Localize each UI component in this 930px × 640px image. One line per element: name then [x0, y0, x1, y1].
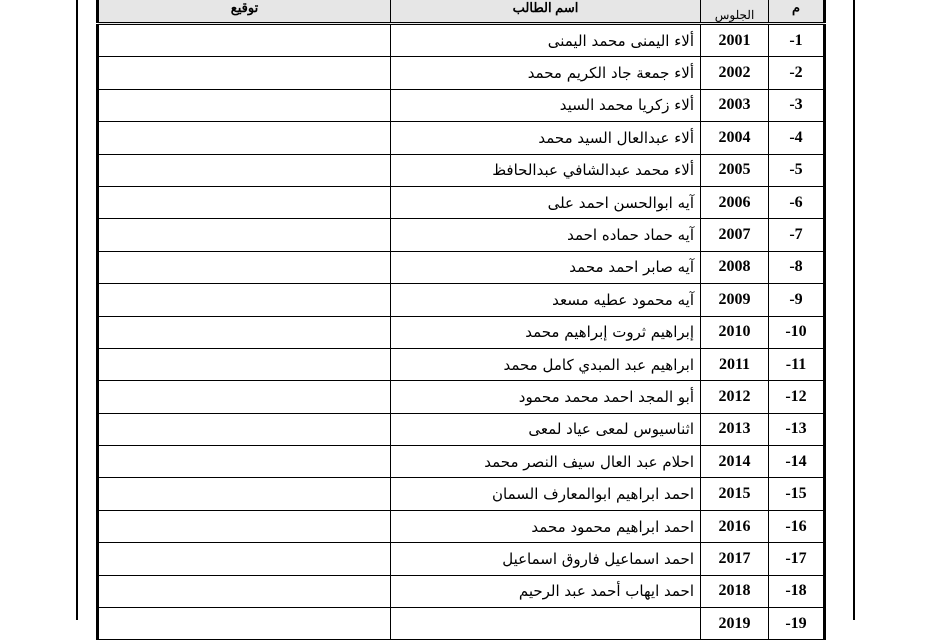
- table-row: [98, 316, 825, 348]
- row-number: -17: [769, 543, 825, 575]
- table-row: [98, 57, 825, 89]
- page-border-left: [76, 0, 78, 620]
- signature-cell: [98, 413, 391, 445]
- seat-number: 2011: [701, 348, 769, 380]
- signature-cell: [98, 316, 391, 348]
- table-row: [98, 24, 825, 57]
- signature-cell: [98, 219, 391, 251]
- student-name: احمد ابراهيم محمود محمد: [391, 510, 701, 542]
- row-number: -10: [769, 316, 825, 348]
- seat-number: 2002: [701, 57, 769, 89]
- header-row: [98, 0, 825, 24]
- student-name: احمد اسماعيل فاروق اسماعيل: [391, 543, 701, 575]
- table-row: [98, 608, 825, 640]
- table-row: [98, 186, 825, 218]
- table-row: [98, 89, 825, 121]
- table-row: [98, 543, 825, 575]
- row-number: -15: [769, 478, 825, 510]
- student-name: احمد ايهاب أحمد عبد الرحيم: [391, 575, 701, 607]
- student-name: ألاء جمعة جاد الكريم محمد: [391, 57, 701, 89]
- page-border-right: [853, 0, 855, 620]
- table-row: [98, 510, 825, 542]
- row-number: -13: [769, 413, 825, 445]
- row-number: -6: [769, 186, 825, 218]
- signature-cell: [98, 348, 391, 380]
- seat-number: 2019: [701, 608, 769, 640]
- student-name: آيه ابوالحسن احمد على: [391, 186, 701, 218]
- signature-cell: [98, 608, 391, 640]
- table-row: [98, 251, 825, 283]
- student-name: أبو المجد احمد محمد محمود: [391, 381, 701, 413]
- student-name: ألاء عبدالعال السيد محمد: [391, 122, 701, 154]
- row-number: -16: [769, 510, 825, 542]
- signature-cell: [98, 575, 391, 607]
- student-list: [96, 0, 826, 632]
- table-row: [98, 219, 825, 251]
- signature-cell: [98, 24, 391, 57]
- row-number: -7: [769, 219, 825, 251]
- row-number: -3: [769, 89, 825, 121]
- row-number: -2: [769, 57, 825, 89]
- seat-number: 2009: [701, 284, 769, 316]
- seat-number: 2003: [701, 89, 769, 121]
- signature-cell: [98, 154, 391, 186]
- signature-cell: [98, 251, 391, 283]
- student-name: [391, 608, 701, 640]
- table-row: [98, 446, 825, 478]
- signature-cell: [98, 543, 391, 575]
- table-row: [98, 122, 825, 154]
- signature-cell: [98, 510, 391, 542]
- student-name: ألاء زكريا محمد السيد: [391, 89, 701, 121]
- student-name: اثناسيوس لمعى عياد لمعى: [391, 413, 701, 445]
- student-name: ألاء اليمنى محمد اليمنى: [391, 24, 701, 57]
- seat-number: 2004: [701, 122, 769, 154]
- header-number: م: [769, 0, 825, 24]
- table-row: [98, 478, 825, 510]
- student-name: إبراهيم ثروت إبراهيم محمد: [391, 316, 701, 348]
- seat-number: 2018: [701, 575, 769, 607]
- table-row: [98, 348, 825, 380]
- signature-cell: [98, 186, 391, 218]
- seat-number: 2012: [701, 381, 769, 413]
- seat-number: 2010: [701, 316, 769, 348]
- signature-cell: [98, 122, 391, 154]
- seat-number: 2016: [701, 510, 769, 542]
- seat-number: 2013: [701, 413, 769, 445]
- student-table: [96, 0, 826, 640]
- row-number: -12: [769, 381, 825, 413]
- seat-number: 2017: [701, 543, 769, 575]
- signature-cell: [98, 284, 391, 316]
- seat-number: 2006: [701, 186, 769, 218]
- row-number: -18: [769, 575, 825, 607]
- row-number: -1: [769, 24, 825, 57]
- student-name: ألاء محمد عبدالشافي عبدالحافظ: [391, 154, 701, 186]
- signature-cell: [98, 478, 391, 510]
- signature-cell: [98, 89, 391, 121]
- student-name: آيه حماد حماده احمد: [391, 219, 701, 251]
- row-number: -14: [769, 446, 825, 478]
- table-row: [98, 575, 825, 607]
- row-number: -11: [769, 348, 825, 380]
- seat-number: 2015: [701, 478, 769, 510]
- table-row: [98, 154, 825, 186]
- header-seat: الجلوس: [701, 0, 769, 24]
- student-name: احمد ابراهيم ابوالمعارف السمان: [391, 478, 701, 510]
- row-number: -5: [769, 154, 825, 186]
- seat-number: 2005: [701, 154, 769, 186]
- row-number: -4: [769, 122, 825, 154]
- header-signature: توقيع: [98, 0, 391, 24]
- student-name: احلام عبد العال سيف النصر محمد: [391, 446, 701, 478]
- row-number: -19: [769, 608, 825, 640]
- row-number: -8: [769, 251, 825, 283]
- row-number: -9: [769, 284, 825, 316]
- student-name: آيه صابر احمد محمد: [391, 251, 701, 283]
- table-row: [98, 381, 825, 413]
- student-name: ابراهيم عبد المبدي كامل محمد: [391, 348, 701, 380]
- signature-cell: [98, 446, 391, 478]
- student-name: آيه محمود عطيه مسعد: [391, 284, 701, 316]
- seat-number: 2008: [701, 251, 769, 283]
- table-row: [98, 284, 825, 316]
- table-row: [98, 413, 825, 445]
- seat-number: 2007: [701, 219, 769, 251]
- seat-number: 2001: [701, 24, 769, 57]
- header-name: اسم الطالب: [391, 0, 701, 24]
- seat-number: 2014: [701, 446, 769, 478]
- signature-cell: [98, 57, 391, 89]
- signature-cell: [98, 381, 391, 413]
